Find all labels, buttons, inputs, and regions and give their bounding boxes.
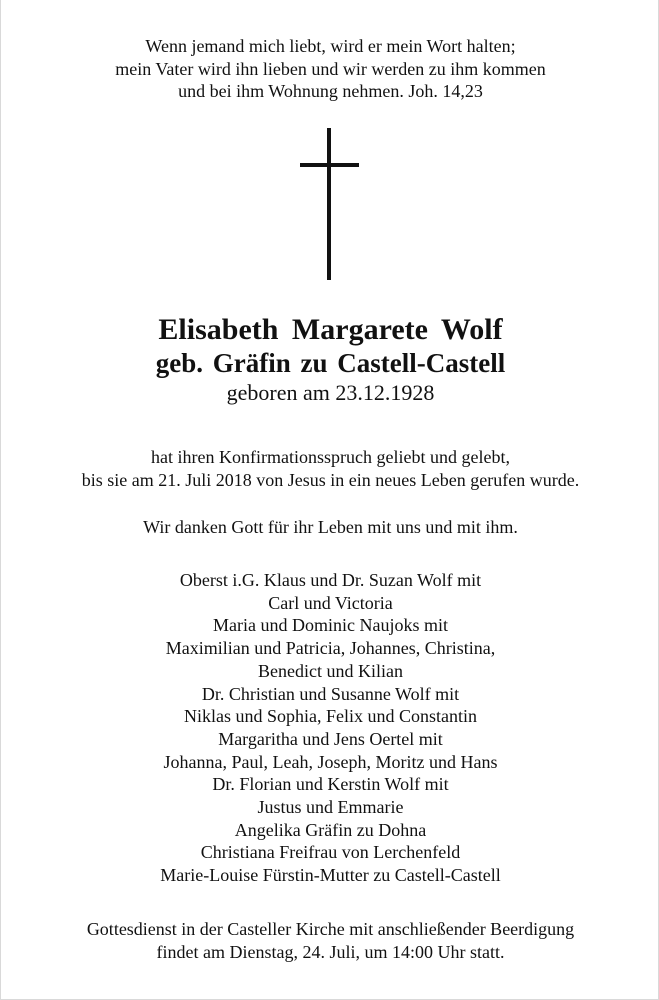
mourner-line: Dr. Florian und Kerstin Wolf mit — [212, 774, 449, 795]
message-line: hat ihren Konfirmationsspruch geliebt und gelebt, — [151, 447, 510, 467]
mourners-list — [1, 569, 659, 887]
service-line: Gottesdienst in der Casteller Kirche mit anschließender Beerdigung — [86, 919, 575, 939]
deceased-heading — [1, 313, 659, 407]
message-line: bis sie am 21. Juli 2018 von Jesus in ein neues Leben gerufen wurde. — [81, 469, 580, 490]
deceased-name: Elisabeth Margarete Wolf — [158, 313, 503, 346]
thanks-statement — [1, 516, 659, 539]
verse-line: Wenn jemand mich liebt, wird er mein Wort halten; — [145, 36, 516, 56]
mourner-line: Justus und Emmarie — [257, 797, 404, 818]
mourner-line: Margaritha und Jens Oertel mit — [218, 728, 443, 749]
cross-horizontal-bar — [300, 163, 359, 167]
mourner-line: Marie-Louise Fürstin-Mutter zu Castell-Castell — [160, 865, 501, 886]
birth-date: geboren am 23.12.1928 — [226, 380, 435, 405]
mourner-line: Christiana Freifrau von Lerchenfeld — [200, 842, 461, 863]
death-message — [1, 446, 659, 491]
bible-verse — [1, 35, 659, 103]
service-line: findet am Dienstag, 24. Juli, um 14:00 Uhr statt. — [156, 941, 505, 962]
maiden-name: geb. Gräfin zu Castell-Castell — [155, 348, 506, 378]
mourner-line: Niklas und Sophia, Felix und Constantin — [183, 706, 477, 727]
funeral-service-info — [1, 918, 659, 963]
mourner-line: Maximilian und Patricia, Johannes, Christina, — [165, 638, 496, 659]
mourner-line: Dr. Christian und Susanne Wolf mit — [201, 683, 460, 704]
cross-vertical-bar — [327, 128, 331, 280]
verse-line: und bei ihm Wohnung nehmen. Joh. 14,23 — [178, 81, 483, 102]
thanks-line: Wir danken Gott für ihr Leben mit uns und mit ihm. — [143, 517, 518, 537]
verse-line: mein Vater wird ihn lieben und wir werden zu ihm kommen — [115, 58, 546, 79]
mourner-line: Benedict und Kilian — [258, 660, 403, 681]
mourner-line: Angelika Gräfin zu Dohna — [234, 819, 427, 840]
mourner-line: Johanna, Paul, Leah, Joseph, Moritz und Hans — [163, 751, 498, 772]
mourner-line: Carl und Victoria — [268, 592, 393, 613]
mourner-line: Maria und Dominic Naujoks mit — [213, 615, 448, 636]
cross-icon — [1, 125, 659, 281]
mourner-line: Oberst i.G. Klaus und Dr. Suzan Wolf mit — [179, 570, 482, 590]
